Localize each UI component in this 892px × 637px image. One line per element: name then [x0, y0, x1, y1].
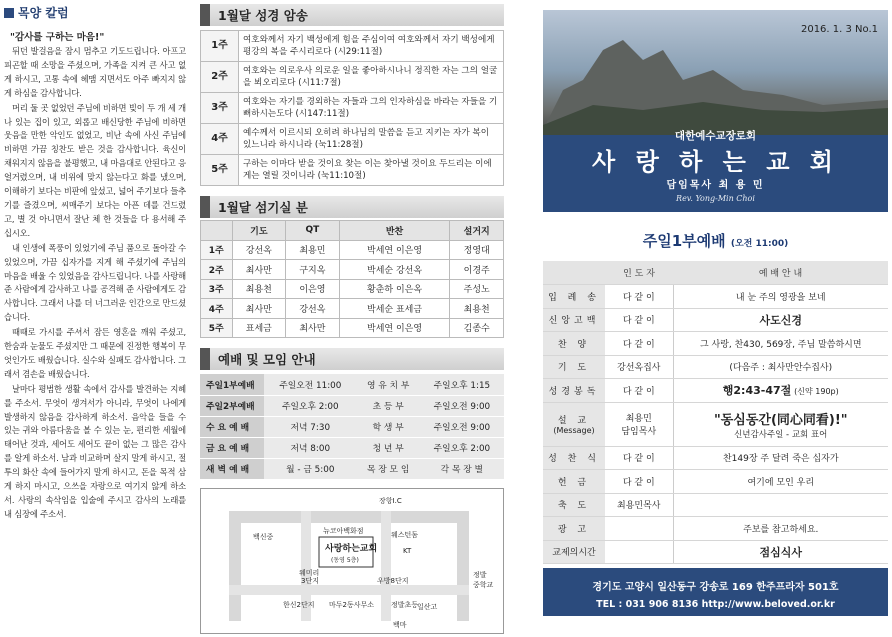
map-label: 웨미리	[299, 568, 320, 577]
info-column	[200, 4, 504, 629]
map-label: 장항I.C	[379, 496, 402, 505]
table-row: 1주 여호와께서 자기 백성에게 힘을 주심이여 여호와께서 자기 백성에게 평강의 복을 주시리로다 (시29:11절)	[201, 31, 504, 62]
table-row: 4주 최사만 강선옥 박세순 표세금 최용천	[201, 299, 504, 319]
church-contact: TEL : 031 906 8136 http://www.beloved.or.kr	[596, 599, 835, 610]
table-row: 기 도 강선옥집사 (다음주 : 최사만안수집사)	[543, 355, 888, 379]
table-row: 찬 양 다 같 이 그 사랑, 찬430, 569장, 주님 말씀하시면	[543, 332, 888, 356]
map-label: 마두2동사무소	[329, 600, 375, 609]
location-map	[200, 488, 504, 634]
meetings-table	[200, 374, 504, 480]
map-label: 웨스턴돔	[391, 530, 419, 539]
paragraph: 뒤던 발걸음을 잠시 멈추고 기도드립니다. 아프고 피곤할 때 소망을 주셨으며, 가족을 지켜 큰 사고 없게 하시고, 고통 속에 헤맴 지면서도 아주 빠지지 않게 하심을 감사합니다.	[4, 46, 186, 98]
table-row: 설 교 (Message) 최용민 담임목사 "동심동간(同心同看)!" 신년감사주일 - 교회 표어	[543, 402, 888, 446]
table-row: 입 례 송 다 같 이 내 눈 주의 영광을 보네	[543, 285, 888, 309]
column-heading: 목양 칼럼	[4, 4, 186, 21]
map-drawing	[201, 489, 503, 633]
table-row: 헌 금 다 같 이 여기에 모인 우리	[543, 470, 888, 494]
order-of-worship-table	[543, 261, 888, 564]
table-row: 3주 최용천 이은영 황춘하 이은옥 주성노	[201, 279, 504, 299]
article-title: "감사를 구하는 마음!"	[10, 32, 105, 43]
table-row: 4주 예수께서 이르시되 오히려 하나님의 말씀을 듣고 지키는 자가 복이 있느니라 하시니라 (눅11:28절)	[201, 124, 504, 155]
table-row: 광 고 주보를 참고하세요.	[543, 517, 888, 541]
table-row: 새 벽 예 배 월 - 금 5:00 목 장 모 임 각 목 장 별	[200, 458, 504, 479]
table-row: 성 찬 식 다 같 이 찬149장 주 달려 죽은 십자가	[543, 446, 888, 470]
article-body	[4, 45, 186, 522]
pastor-name-en: Rev. Yong-Min Choi	[676, 194, 755, 203]
table-row: 2주 최사만 구지옥 박세순 강선옥 이경주	[201, 260, 504, 280]
bulletin-cover	[543, 10, 888, 616]
table-header-row: 기도 QT 반찬 설거지	[201, 221, 504, 241]
map-label: 사랑하는교회	[325, 543, 378, 554]
paragraph: 때때로 가시를 주셔서 잠든 영혼을 깨워 주셨고, 한숨과 눈물도 주셨지만 그 때문에 진정한 행복이 무엇인가도 배웠습니다. 실수와 실패도 감사합니다. 그래서 겸손을 배웠습니다.	[4, 327, 186, 379]
map-label: 정발	[473, 570, 487, 579]
table-row: 3주 여호와는 자기를 경외하는 자들과 그의 인자하심을 바라는 자들을 기뻐하시는도다 (시147:11절)	[201, 93, 504, 124]
serving-section-heading: 1월달 섬기실 분	[200, 196, 504, 218]
table-header-row: 인 도 자 예 배 안 내	[543, 261, 888, 285]
table-row: 5주 표세금 최사만 박세연 이은영 김종수	[201, 318, 504, 338]
paragraph: 내 인생에 폭풍이 있었기에 주님 품으로 돌아갈 수 있었으며, 가끔 십자가를 지게 해 주셨기에 주님의 마음을 배울 수 있었음을 감사드립니다. 나를 사랑해 준 사람에게 감사하고 나를 공격해 준 사람에게도 감사합니다. 그래서 나를 더 너그러운 인간으로 만드셨습니다.	[4, 242, 186, 323]
table-row: 주일2부예배 주일오후 2:00 초 등 부 주일오전 9:00	[200, 395, 504, 416]
sermon-title: "동심동간(同心同看)!"	[713, 412, 848, 428]
table-row: 5주 구하는 이마다 받을 것이요 찾는 이는 찾아낼 것이요 두드리는 이에게는 열릴 것이니라 (눅11:10절)	[201, 155, 504, 186]
table-row: 교제의시간 점심식사	[543, 540, 888, 564]
meetings-section-heading: 예배 및 모임 안내	[200, 348, 504, 370]
table-row: 신앙고백 다 같 이 사도신경	[543, 308, 888, 332]
paragraph: 머리 둘 곳 없었던 주님에 비하면 빚이 두 개 세 개나 있는 집이 있고, 외롭고 배신당한 주님에 비하면 웃음을 만한 악인도 없었고, 비난 속에 사신 주님에 비하면 가끔 칭찬도 받은 것을 감사합니다. 육신이 채워지지 않음을 불평했고, 내 마음대로 안된다고 응얼거렸으며, 내 비위에 맞지 않는다고 화를 냈으며, 이해하기 보다는 비판에 앞섰고, 넓어 주기보다 들추기를 즐겼으며, 씨매주기 보다는 아픈 데를 건드렸고, 별 것 아니면서 잘난 체 한 것들을 다 용서해 주십시오.	[4, 102, 186, 238]
issue-date: 2016. 1. 3 No.1	[800, 24, 878, 35]
heading-square-icon	[4, 8, 14, 18]
service-title: 주일1부예배 (오전 11:00)	[642, 232, 789, 250]
table-row: 1주 강선옥 최용민 박세연 이은영 정영대	[201, 240, 504, 260]
paragraph: 날마다 평범한 생활 속에서 감사를 발견하는 지혜를 주소서. 무엇이 생겨서가 아니라, 무엇이 나에게 발생하지 않음을 감사하게 하소서. 음악을 들을 수 있는 귀와 아름다움을 볼 수 있는 눈, 편리한 세월에 태어난 것과, 세어도 세어도 끝이 없는 그 많은 감사를 알게 하소서. 남과 비교하며 살지 말게 하시고, 절투의 화산 속에 들어가지 말게 하시고, 돈을 목적 삼게 하지 마시고, 으쓰을 자랑으로 여기지 않게 하소서. 사랑의 속삭임을 입술에 주시고 감사의 노래를 내 심장에 주소서.	[4, 383, 186, 519]
serving-table	[200, 220, 504, 338]
map-label: KT	[403, 546, 412, 555]
map-label: 우방8단지	[377, 576, 409, 585]
map-label: 일산고	[417, 602, 438, 611]
map-label: (동영 5층)	[331, 556, 359, 564]
table-row: 수 요 예 배 저녁 7:30 학 생 부 주일오전 9:00	[200, 416, 504, 437]
map-label: 중학교	[473, 580, 494, 589]
church-name: 사 랑 하 는 교 회	[592, 148, 839, 176]
cover-hero	[543, 10, 888, 212]
table-row: 주일1부예배 주일오전 11:00 영 유 치 부 주일오후 1:15	[200, 374, 504, 395]
table-row: 2주 여호와는 의로우사 의로운 일을 좋아하시나니 정직한 자는 그의 얼굴을 뵈오리로다 (시11:7절)	[201, 62, 504, 93]
verse-section-heading: 1월달 성경 암송	[200, 4, 504, 26]
table-row: 성경봉독 다 같 이 행2:43-47절 (신약 190p)	[543, 379, 888, 403]
map-label: 백마	[393, 620, 407, 629]
table-row: 금 요 예 배 저녁 8:00 청 년 부 주일오후 2:00	[200, 437, 504, 458]
table-row: 축 도 최용민목사	[543, 493, 888, 517]
map-label: 뉴코아백화점	[323, 526, 364, 535]
map-label: 정발초등	[391, 600, 419, 609]
church-address: 경기도 고양시 일산동구 강송로 169 한주프라자 501호	[592, 582, 839, 593]
map-label: 3단지	[301, 576, 319, 585]
map-label: 한신2단지	[283, 600, 315, 609]
pastor-name: 담임목사 최 용 민	[666, 180, 765, 191]
denomination: 대한예수교장로회	[674, 130, 757, 142]
pastoral-column	[4, 4, 186, 616]
church-footer	[543, 568, 888, 616]
verse-table	[200, 30, 504, 186]
map-label: 백신중	[253, 532, 274, 541]
